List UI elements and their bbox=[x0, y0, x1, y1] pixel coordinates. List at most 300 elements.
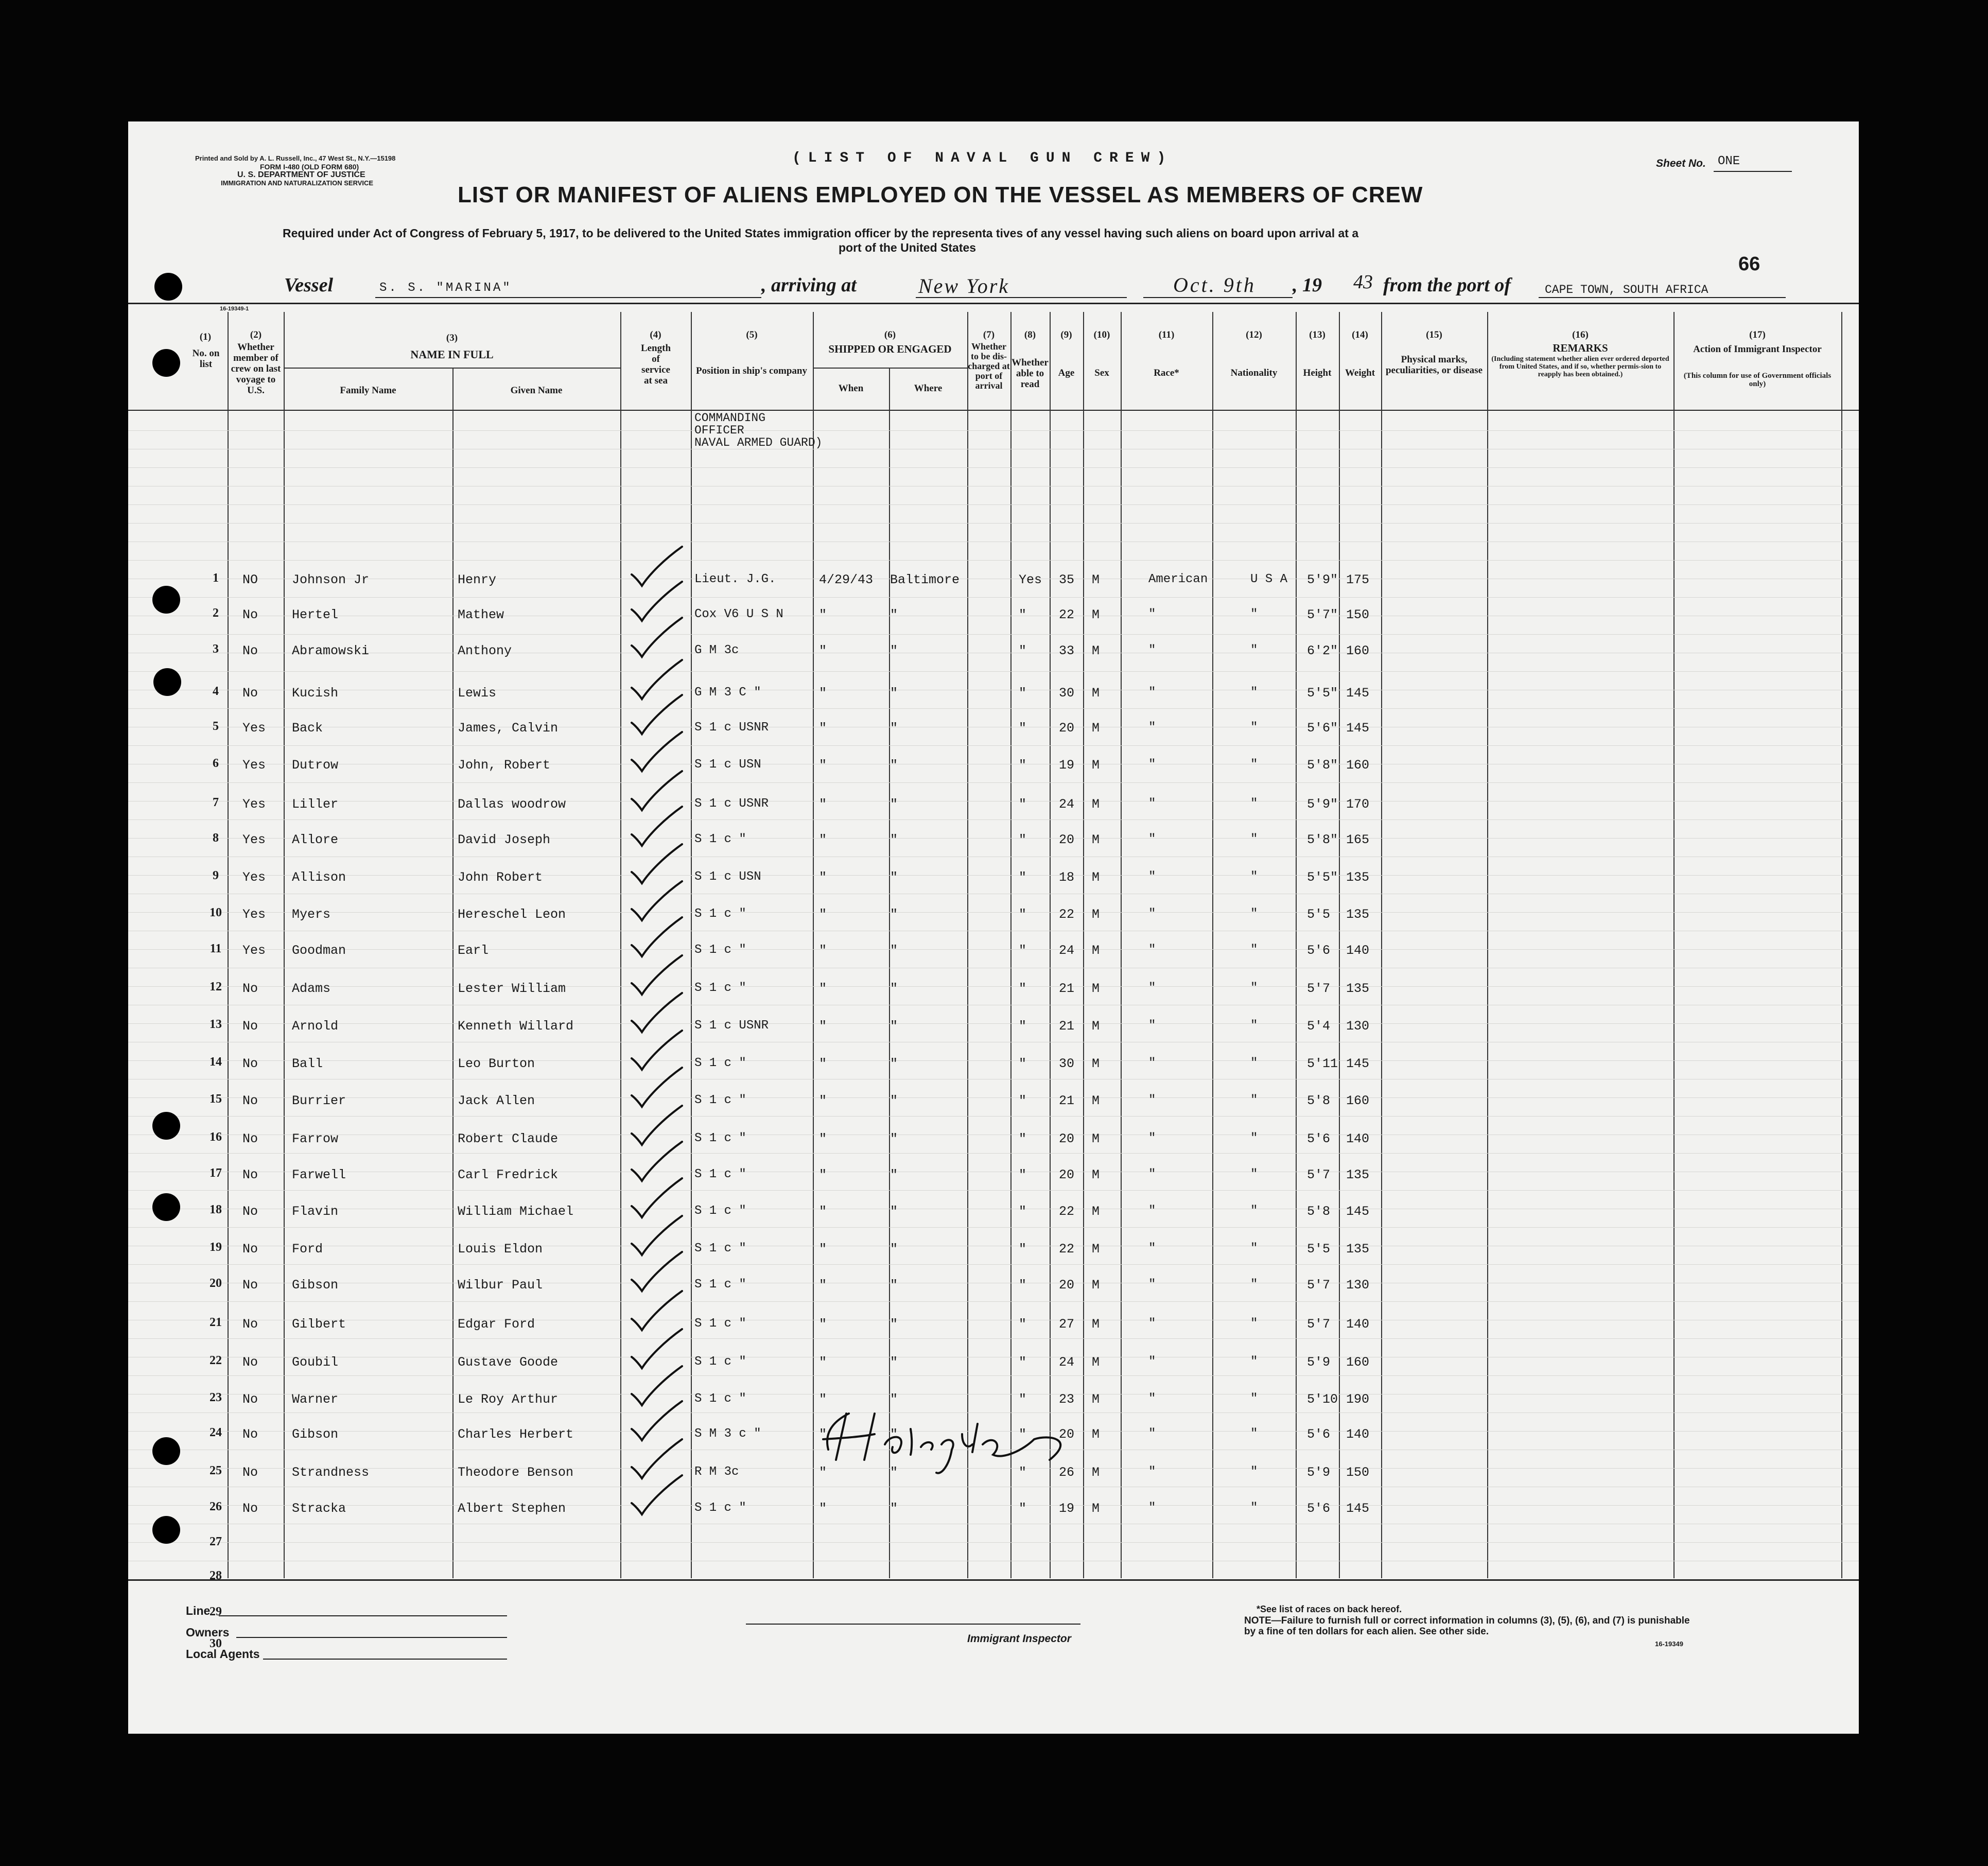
age-cell: 20 bbox=[1059, 1167, 1075, 1182]
row-number: 6 bbox=[213, 757, 219, 770]
sex-cell: M bbox=[1092, 1019, 1100, 1034]
family-name-cell: Goodman bbox=[292, 943, 346, 958]
shipped-where-cell: " bbox=[890, 721, 898, 736]
page-subtitle-2: port of the United States bbox=[839, 241, 976, 254]
table-header-border bbox=[128, 410, 1859, 411]
sex-cell: M bbox=[1092, 1131, 1100, 1146]
grid-line bbox=[128, 1375, 1859, 1376]
sex-cell: M bbox=[1092, 572, 1100, 587]
col-14-header: Weight bbox=[1345, 368, 1375, 378]
nationality-cell: " bbox=[1250, 1355, 1258, 1369]
position-cell: S 1 c " bbox=[694, 1204, 746, 1218]
family-name-cell: Warner bbox=[292, 1392, 339, 1407]
col-4-number: (4) bbox=[650, 329, 661, 340]
race-cell: American bbox=[1148, 572, 1208, 586]
height-cell: 5'9" bbox=[1307, 797, 1338, 812]
checkmark-icon bbox=[629, 1473, 685, 1520]
age-cell: 30 bbox=[1059, 1056, 1075, 1071]
shipped-where-cell: Baltimore bbox=[890, 572, 960, 587]
race-cell: " bbox=[1148, 832, 1156, 846]
shipped-where-cell: " bbox=[890, 1056, 898, 1071]
col-9-number: (9) bbox=[1060, 329, 1072, 340]
row-number: 20 bbox=[210, 1277, 222, 1290]
page-title: LIST OR MANIFEST OF ALIENS EMPLOYED ON THE VESSEL AS MEMBERS OF CREW bbox=[458, 182, 1423, 207]
able-to-read-cell: " bbox=[1019, 1167, 1027, 1182]
row-number: 26 bbox=[210, 1500, 222, 1513]
col-15-number: (15) bbox=[1426, 329, 1442, 340]
age-cell: 20 bbox=[1059, 1131, 1075, 1146]
grid-line bbox=[128, 1153, 1859, 1154]
shipped-where-cell: " bbox=[890, 1019, 898, 1034]
height-cell: 5'6 bbox=[1307, 1501, 1331, 1516]
service-name: IMMIGRATION AND NATURALIZATION SERVICE bbox=[221, 179, 374, 187]
able-to-read-cell: " bbox=[1019, 721, 1027, 736]
given-name-cell: Dallas woodrow bbox=[458, 797, 566, 812]
family-name-cell: Abramowski bbox=[292, 643, 370, 658]
able-to-read-cell: " bbox=[1019, 1501, 1027, 1516]
last-voyage-cell: No bbox=[242, 643, 258, 658]
height-cell: 5'6" bbox=[1307, 721, 1338, 736]
age-cell: 26 bbox=[1059, 1465, 1075, 1480]
shipped-where-cell: " bbox=[890, 1093, 898, 1108]
col-1-header: No. on list bbox=[192, 348, 220, 370]
row-number: 24 bbox=[210, 1426, 222, 1439]
shipped-where-cell: " bbox=[890, 1242, 898, 1257]
weight-cell: 145 bbox=[1346, 686, 1370, 701]
height-cell: 5'8" bbox=[1307, 758, 1338, 773]
height-cell: 5'7 bbox=[1307, 1278, 1331, 1293]
col-line bbox=[813, 312, 814, 1578]
age-cell: 24 bbox=[1059, 943, 1075, 958]
year-prefix: , 19 bbox=[1293, 274, 1322, 296]
race-cell: " bbox=[1148, 1204, 1156, 1218]
col-line bbox=[1121, 312, 1122, 1578]
age-cell: 18 bbox=[1059, 870, 1075, 885]
col-line bbox=[1212, 312, 1213, 1578]
nationality-cell: " bbox=[1250, 1242, 1258, 1255]
row-number: 19 bbox=[210, 1241, 222, 1254]
given-name-cell: James, Calvin bbox=[458, 721, 559, 736]
last-voyage-cell: No bbox=[242, 1093, 258, 1108]
shipped-when-cell: " bbox=[819, 1465, 827, 1480]
shipped-where-cell: " bbox=[890, 758, 898, 773]
nationality-cell: U S A bbox=[1250, 572, 1288, 586]
family-name-cell: Strandness bbox=[292, 1465, 370, 1480]
shipped-where-cell: " bbox=[890, 943, 898, 958]
shipped-when-cell: " bbox=[819, 758, 827, 773]
name-header-rule bbox=[284, 368, 620, 369]
given-name-cell: Carl Fredrick bbox=[458, 1167, 559, 1182]
col-13-header: Height bbox=[1303, 368, 1332, 378]
last-voyage-cell: Yes bbox=[242, 758, 266, 773]
last-voyage-cell: Yes bbox=[242, 721, 266, 736]
shipped-where-cell: " bbox=[890, 797, 898, 812]
shipped-where-cell: " bbox=[890, 832, 898, 847]
sex-cell: M bbox=[1092, 981, 1100, 996]
weight-cell: 140 bbox=[1346, 1131, 1370, 1146]
weight-cell: 160 bbox=[1346, 643, 1370, 658]
height-cell: 5'8" bbox=[1307, 832, 1338, 847]
family-name-cell: Burrier bbox=[292, 1093, 346, 1108]
shipped-where-cell: " bbox=[890, 1317, 898, 1332]
grid-line bbox=[128, 1116, 1859, 1117]
row-number: 28 bbox=[210, 1569, 222, 1582]
age-cell: 21 bbox=[1059, 1019, 1075, 1034]
binder-hole bbox=[152, 1112, 180, 1140]
position-cell: S 1 c " bbox=[694, 1093, 746, 1107]
able-to-read-cell: Yes bbox=[1019, 572, 1042, 587]
race-cell: " bbox=[1148, 870, 1156, 884]
able-to-read-cell: " bbox=[1019, 1355, 1027, 1370]
binder-hole bbox=[154, 273, 182, 301]
nationality-cell: " bbox=[1250, 1131, 1258, 1145]
last-voyage-cell: Yes bbox=[242, 870, 266, 885]
family-name-cell: Johnson Jr bbox=[292, 572, 370, 587]
race-cell: " bbox=[1148, 797, 1156, 811]
row-number: 21 bbox=[210, 1316, 222, 1329]
position-cell: S 1 c " bbox=[694, 1167, 746, 1181]
row-number: 12 bbox=[210, 980, 222, 993]
sex-cell: M bbox=[1092, 797, 1100, 812]
row-number: 22 bbox=[210, 1354, 222, 1367]
position-cell: S 1 c USN bbox=[694, 870, 761, 884]
able-to-read-cell: " bbox=[1019, 1019, 1027, 1034]
height-cell: 5'5" bbox=[1307, 686, 1338, 701]
col-line bbox=[1050, 312, 1051, 1578]
col-line bbox=[1010, 312, 1012, 1578]
age-cell: 22 bbox=[1059, 907, 1075, 922]
weight-cell: 135 bbox=[1346, 870, 1370, 885]
last-voyage-cell: No bbox=[242, 1131, 258, 1146]
sex-cell: M bbox=[1092, 721, 1100, 736]
family-name-cell: Flavin bbox=[292, 1204, 339, 1219]
col-line bbox=[1841, 312, 1842, 1578]
last-voyage-cell: No bbox=[242, 1392, 258, 1407]
given-name-cell: Leo Burton bbox=[458, 1056, 535, 1071]
binder-hole bbox=[152, 1193, 180, 1221]
col-3b-header: Given Name bbox=[510, 385, 563, 396]
shipped-when-cell: " bbox=[819, 907, 827, 922]
age-cell: 24 bbox=[1059, 1355, 1075, 1370]
given-name-cell: Hereschel Leon bbox=[458, 907, 566, 922]
col-3-number: (3) bbox=[446, 333, 458, 343]
position-cell: S 1 c " bbox=[694, 1131, 746, 1145]
grid-line bbox=[128, 1023, 1859, 1024]
sex-cell: M bbox=[1092, 870, 1100, 885]
col-11-header: Race* bbox=[1154, 368, 1179, 378]
family-name-cell: Allore bbox=[292, 832, 339, 847]
col-15-header: Physical marks, peculiarities, or disease bbox=[1385, 354, 1483, 376]
position-cell: S 1 c " bbox=[694, 907, 746, 921]
nationality-cell: " bbox=[1250, 1427, 1258, 1441]
position-cell: G M 3 C " bbox=[694, 686, 761, 700]
position-cell: S 1 c " bbox=[694, 981, 746, 995]
col-10-header: Sex bbox=[1094, 368, 1109, 378]
family-name-cell: Ford bbox=[292, 1242, 323, 1257]
last-voyage-cell: No bbox=[242, 1019, 258, 1034]
arriving-underline bbox=[916, 297, 1127, 298]
row-number: 29 bbox=[210, 1605, 222, 1618]
last-voyage-cell: Yes bbox=[242, 832, 266, 847]
last-voyage-cell: No bbox=[242, 1204, 258, 1219]
height-cell: 5'7 bbox=[1307, 1317, 1331, 1332]
col-17-header: Action of Immigrant Inspector bbox=[1693, 344, 1822, 355]
able-to-read-cell: " bbox=[1019, 1427, 1027, 1442]
given-name-cell: John Robert bbox=[458, 870, 543, 885]
col-17-subheader: (This column for use of Government officials only) bbox=[1683, 372, 1832, 388]
given-name-cell: Earl bbox=[458, 943, 489, 958]
family-name-cell: Gibson bbox=[292, 1278, 339, 1293]
col-7-header: Whether to be dis-charged at port of arrival bbox=[968, 341, 1010, 391]
nationality-cell: " bbox=[1250, 1392, 1258, 1406]
weight-cell: 170 bbox=[1346, 797, 1370, 812]
position-cell: G M 3c bbox=[694, 643, 739, 657]
last-voyage-cell: No bbox=[242, 981, 258, 996]
age-cell: 35 bbox=[1059, 572, 1075, 587]
shipped-when-cell: " bbox=[819, 1093, 827, 1108]
nationality-cell: " bbox=[1250, 1501, 1258, 1515]
shipped-when-cell: " bbox=[819, 1317, 827, 1332]
able-to-read-cell: " bbox=[1019, 1131, 1027, 1146]
last-voyage-cell: No bbox=[242, 1317, 258, 1332]
col-14-number: (14) bbox=[1352, 329, 1368, 340]
nationality-cell: " bbox=[1250, 686, 1258, 700]
shipped-where-cell: " bbox=[890, 1427, 898, 1442]
position-cell: S 1 c " bbox=[694, 1392, 746, 1406]
shipped-when-cell: " bbox=[819, 1427, 827, 1442]
sheet-label: Sheet No. bbox=[1656, 158, 1706, 169]
last-voyage-cell: No bbox=[242, 1056, 258, 1071]
nationality-cell: " bbox=[1250, 981, 1258, 995]
shipped-where-cell: " bbox=[890, 1278, 898, 1293]
footer-agents-rule bbox=[263, 1659, 507, 1660]
sex-cell: M bbox=[1092, 1056, 1100, 1071]
family-name-cell: Gilbert bbox=[292, 1317, 346, 1332]
weight-cell: 160 bbox=[1346, 758, 1370, 773]
col-4-header: Length of service at sea bbox=[640, 343, 671, 386]
weight-cell: 140 bbox=[1346, 1427, 1370, 1442]
grid-line bbox=[128, 1264, 1859, 1265]
given-name-cell: Kenneth Willard bbox=[458, 1019, 574, 1034]
family-name-cell: Farwell bbox=[292, 1167, 346, 1182]
race-cell: " bbox=[1148, 1355, 1156, 1369]
age-cell: 24 bbox=[1059, 797, 1075, 812]
col-8-number: (8) bbox=[1024, 329, 1036, 340]
last-voyage-cell: NO bbox=[242, 572, 258, 587]
page-number: 66 bbox=[1738, 253, 1760, 275]
last-voyage-cell: Yes bbox=[242, 943, 266, 958]
weight-cell: 150 bbox=[1346, 1465, 1370, 1480]
weight-cell: 135 bbox=[1346, 1167, 1370, 1182]
given-name-cell: Mathew bbox=[458, 607, 504, 622]
sheet-number-line bbox=[1714, 171, 1792, 172]
position-cell: S 1 c " bbox=[694, 1242, 746, 1255]
last-voyage-cell: No bbox=[242, 1355, 258, 1370]
shipped-when-cell: " bbox=[819, 797, 827, 812]
footer-owners-label: Owners bbox=[186, 1626, 230, 1639]
shipped-where-cell: " bbox=[890, 1392, 898, 1407]
weight-cell: 140 bbox=[1346, 943, 1370, 958]
age-cell: 20 bbox=[1059, 832, 1075, 847]
race-cell: " bbox=[1148, 1093, 1156, 1107]
able-to-read-cell: " bbox=[1019, 1204, 1027, 1219]
weight-cell: 140 bbox=[1346, 1317, 1370, 1332]
weight-cell: 145 bbox=[1346, 1056, 1370, 1071]
sex-cell: M bbox=[1092, 1427, 1100, 1442]
footer-owners-rule bbox=[236, 1637, 507, 1638]
weight-cell: 145 bbox=[1346, 721, 1370, 736]
vessel-name: S. S. "MARINA" bbox=[379, 281, 512, 295]
grid-line bbox=[128, 838, 1859, 839]
age-cell: 22 bbox=[1059, 607, 1075, 622]
race-cell: " bbox=[1148, 1056, 1156, 1070]
row-number: 14 bbox=[210, 1055, 222, 1069]
height-cell: 5'5 bbox=[1307, 907, 1331, 922]
col-line bbox=[284, 312, 285, 1578]
from-label: from the port of bbox=[1383, 274, 1511, 296]
last-voyage-cell: No bbox=[242, 1501, 258, 1516]
shipped-when-cell: 4/29/43 bbox=[819, 572, 874, 587]
from-port-underline bbox=[1539, 297, 1786, 298]
sex-cell: M bbox=[1092, 1465, 1100, 1480]
grid-line bbox=[128, 430, 1859, 431]
sex-cell: M bbox=[1092, 607, 1100, 622]
able-to-read-cell: " bbox=[1019, 943, 1027, 958]
col-5-header: Position in ship's company bbox=[696, 365, 807, 376]
weight-cell: 135 bbox=[1346, 907, 1370, 922]
weight-cell: 165 bbox=[1346, 832, 1370, 847]
able-to-read-cell: " bbox=[1019, 1465, 1027, 1480]
race-cell: " bbox=[1148, 686, 1156, 700]
row-number: 5 bbox=[213, 720, 219, 733]
weight-cell: 160 bbox=[1346, 1355, 1370, 1370]
row-number: 30 bbox=[210, 1637, 222, 1650]
family-name-cell: Dutrow bbox=[292, 758, 339, 773]
col-16-subheader: (Including statement whether alien ever ordered deported from United States, and if so, whether permis-sion to reapply has been obtained.) bbox=[1491, 355, 1669, 378]
race-cell: " bbox=[1148, 643, 1156, 657]
able-to-read-cell: " bbox=[1019, 686, 1027, 701]
vessel-label: Vessel bbox=[284, 274, 333, 296]
shipped-when-cell: " bbox=[819, 607, 827, 622]
col-10-number: (10) bbox=[1093, 329, 1110, 340]
sex-cell: M bbox=[1092, 1317, 1100, 1332]
grid-line bbox=[128, 1301, 1859, 1302]
weight-cell: 145 bbox=[1346, 1501, 1370, 1516]
given-name-cell: Henry bbox=[458, 572, 497, 587]
given-name-cell: Albert Stephen bbox=[458, 1501, 566, 1516]
given-name-cell: David Joseph bbox=[458, 832, 551, 847]
grid-line bbox=[128, 708, 1859, 709]
shipped-where-cell: " bbox=[890, 1355, 898, 1370]
given-name-cell: Gustave Goode bbox=[458, 1355, 559, 1370]
grid-line bbox=[128, 875, 1859, 876]
grid-line bbox=[128, 560, 1859, 561]
last-voyage-cell: Yes bbox=[242, 797, 266, 812]
race-cell: " bbox=[1148, 1131, 1156, 1145]
grid-line bbox=[128, 1097, 1859, 1098]
shipped-where-cell: " bbox=[890, 1465, 898, 1480]
shipped-when-cell: " bbox=[819, 1019, 827, 1034]
col-line bbox=[452, 369, 454, 1578]
sex-cell: M bbox=[1092, 1278, 1100, 1293]
row-number: 2 bbox=[213, 606, 219, 620]
col-line bbox=[620, 312, 621, 1578]
shipped-when-cell: " bbox=[819, 981, 827, 996]
last-voyage-cell: Yes bbox=[242, 907, 266, 922]
col-1-number: (1) bbox=[199, 332, 212, 342]
grid-line bbox=[128, 949, 1859, 950]
shipped-when-cell: " bbox=[819, 1131, 827, 1146]
sex-cell: M bbox=[1092, 907, 1100, 922]
race-cell: " bbox=[1148, 1501, 1156, 1515]
grid-line bbox=[128, 745, 1859, 746]
arriving-port: New York bbox=[918, 274, 1010, 298]
age-cell: 20 bbox=[1059, 1278, 1075, 1293]
sex-cell: M bbox=[1092, 832, 1100, 847]
row-number: 16 bbox=[210, 1130, 222, 1144]
nationality-cell: " bbox=[1250, 870, 1258, 884]
row-number: 3 bbox=[213, 642, 219, 656]
grid-line bbox=[128, 597, 1859, 598]
position-cell: S 1 c USNR bbox=[694, 1019, 769, 1033]
weight-cell: 130 bbox=[1346, 1278, 1370, 1293]
col-6-header: SHIPPED OR ENGAGED bbox=[828, 343, 952, 355]
shipped-when-cell: " bbox=[819, 643, 827, 658]
shipped-header-rule bbox=[813, 368, 967, 369]
given-name-cell: Wilbur Paul bbox=[458, 1278, 543, 1293]
sex-cell: M bbox=[1092, 1242, 1100, 1257]
grid-line bbox=[128, 912, 1859, 913]
position-cell: Cox V6 U S N bbox=[694, 607, 783, 621]
family-name-cell: Adams bbox=[292, 981, 331, 996]
officer-note-1: COMMANDING bbox=[694, 411, 766, 425]
race-cell: " bbox=[1148, 1019, 1156, 1033]
row-number: 27 bbox=[210, 1535, 222, 1548]
row-number: 25 bbox=[210, 1464, 222, 1477]
col-line bbox=[1381, 312, 1382, 1578]
grid-line bbox=[128, 782, 1859, 783]
last-voyage-cell: No bbox=[242, 1465, 258, 1480]
given-name-cell: Anthony bbox=[458, 643, 512, 658]
date-underline bbox=[1143, 297, 1293, 298]
nationality-cell: " bbox=[1250, 1019, 1258, 1033]
grid-line bbox=[128, 1190, 1859, 1191]
race-cell: " bbox=[1148, 758, 1156, 772]
sex-cell: M bbox=[1092, 643, 1100, 658]
col-12-header: Nationality bbox=[1230, 368, 1278, 378]
age-cell: 33 bbox=[1059, 643, 1075, 658]
page-subtitle: Required under Act of Congress of February 5, 1917, to be delivered to the United States immigration officer by the representa tives of any vessel having such aliens on board upon arrival at a bbox=[283, 226, 1359, 240]
nationality-cell: " bbox=[1250, 607, 1258, 621]
shipped-where-cell: " bbox=[890, 1501, 898, 1516]
table-top-border bbox=[128, 303, 1859, 304]
signature bbox=[808, 1398, 1096, 1480]
officer-note-2: OFFICER bbox=[694, 424, 744, 437]
family-name-cell: Ball bbox=[292, 1056, 323, 1071]
binder-hole bbox=[153, 668, 181, 696]
col-2-header: Whether member of crew on last voyage to U.S. bbox=[231, 342, 281, 396]
given-name-cell: Le Roy Arthur bbox=[458, 1392, 559, 1407]
col-8-header: Whether able to read bbox=[1012, 357, 1049, 390]
position-cell: S 1 c " bbox=[694, 943, 746, 957]
position-cell: S 1 c " bbox=[694, 1278, 746, 1292]
col-2-number: (2) bbox=[250, 329, 262, 340]
col-13-number: (13) bbox=[1309, 329, 1326, 340]
able-to-read-cell: " bbox=[1019, 797, 1027, 812]
row-number: 8 bbox=[213, 831, 219, 845]
binder-hole bbox=[152, 586, 180, 614]
officer-note-3: NAVAL ARMED GUARD) bbox=[694, 436, 823, 449]
